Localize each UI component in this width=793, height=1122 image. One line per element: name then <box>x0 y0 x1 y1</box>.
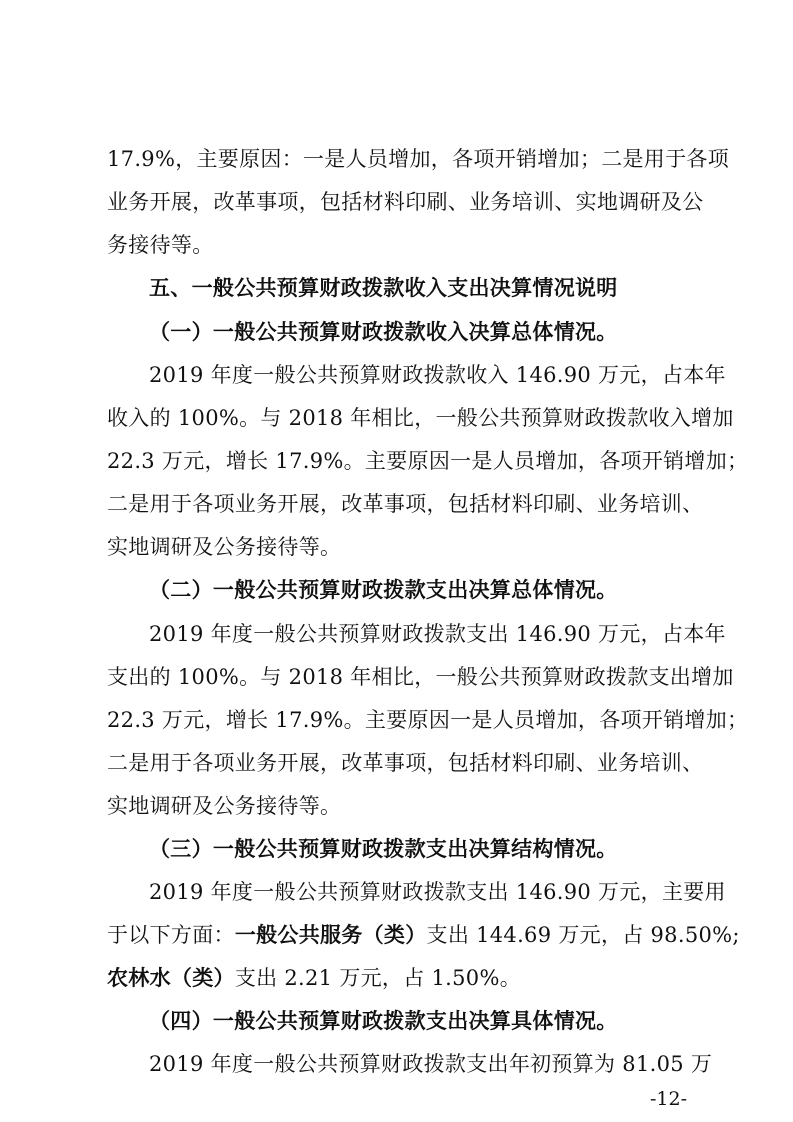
body-line: 22.3 万元，增长 17.9%。主要原因一是人员增加，各项开销增加； <box>107 708 749 732</box>
subsection-heading: （一）一般公共预算财政拨款收入决算总体情况。 <box>149 320 618 344</box>
body-line-mixed <box>107 963 697 993</box>
text-run: 于以下方面： <box>107 923 235 947</box>
subsection-heading: （四）一般公共预算财政拨款支出决算具体情况。 <box>149 1009 618 1033</box>
page-number: -12- <box>650 1088 688 1110</box>
body-line: 22.3 万元，增长 17.9%。主要原因一是人员增加，各项开销增加； <box>107 449 749 473</box>
bold-category: 农林水（类） <box>107 966 235 990</box>
body-line: 支出的 100%。与 2018 年相比，一般公共预算财政拨款支出增加 <box>107 665 734 689</box>
body-line: 务接待等。 <box>107 233 214 257</box>
body-line: 实地调研及公务接待等。 <box>107 535 342 559</box>
body-line: 17.9%，主要原因：一是人员增加，各项开销增加；二是用于各项 <box>107 147 730 171</box>
body-line: 二是用于各项业务开展，改革事项，包括材料印刷、业务培训、 <box>107 492 704 516</box>
text-run: 支出 144.69 万元，占 98.50%; <box>426 923 740 947</box>
text-run: 支出 2.21 万元，占 1.50%。 <box>234 966 522 990</box>
body-line-mixed <box>107 920 740 950</box>
body-line: 2019 年度一般公共预算财政拨款支出 146.90 万元，主要用 <box>149 880 726 904</box>
subsection-heading: （二）一般公共预算财政拨款支出决算总体情况。 <box>149 578 618 602</box>
body-line: 实地调研及公务接待等。 <box>107 794 342 818</box>
body-line: 二是用于各项业务开展，改革事项，包括材料印刷、业务培训、 <box>107 751 704 775</box>
body-line: 2019 年度一般公共预算财政拨款支出 146.90 万元，占本年 <box>149 622 726 646</box>
subsection-heading: （三）一般公共预算财政拨款支出决算结构情况。 <box>149 837 618 861</box>
body-line: 业务开展，改革事项，包括材料印刷、业务培训、实地调研及公 <box>107 190 704 214</box>
body-line: 2019 年度一般公共预算财政拨款支出年初预算为 81.05 万 <box>149 1052 713 1076</box>
body-line: 2019 年度一般公共预算财政拨款收入 146.90 万元，占本年 <box>149 363 726 387</box>
bold-category: 一般公共服务（类） <box>234 923 427 947</box>
body-line: 收入的 100%。与 2018 年相比，一般公共预算财政拨款收入增加 <box>107 406 734 430</box>
section-heading: 五、一般公共预算财政拨款收入支出决算情况说明 <box>149 276 618 300</box>
